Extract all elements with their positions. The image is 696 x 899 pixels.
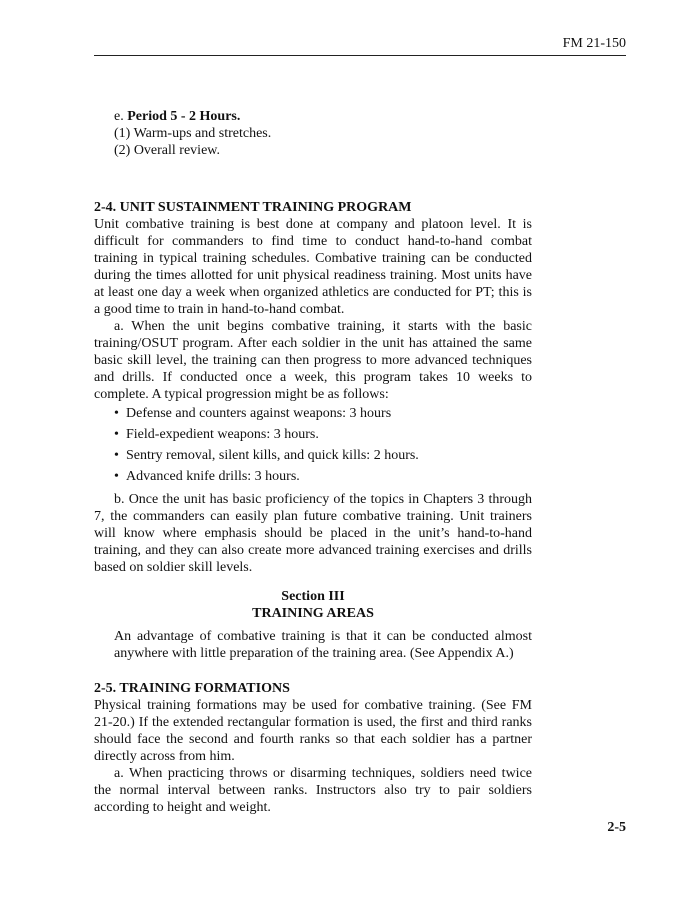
period-block — [114, 108, 532, 159]
section-iii-title: TRAINING AREAS — [252, 606, 374, 621]
section-2-4-intro: Unit combative training is best done at company and platoon level. It is difficult for commanders to find time to conduct hand-to-hand combat training in typical training schedules. Combative training can be conducted during the times allotted for unit physical readiness training. Most units have at least one day a week when organized athletics are conducted for PT; this is a good time to train in hand-to-hand combat. — [94, 217, 532, 317]
section-iii-label: Section III — [281, 589, 345, 604]
period-prefix: e. — [114, 109, 128, 124]
progression-list — [94, 405, 532, 485]
period-item-2: (2) Overall review. — [114, 143, 220, 158]
section-2-5-para-a: a. When practicing throws or disarming techniques, soldiers need twice the normal interval between ranks. Instructors also try to pair soldiers according to height and weight. — [94, 766, 532, 815]
list-item: • Defense and counters against weapons: 3 hours — [116, 405, 532, 422]
period-item-1: (1) Warm-ups and stretches. — [114, 126, 272, 141]
section-2-5-title: 2-5. TRAINING FORMATIONS — [94, 681, 290, 696]
running-header: FM 21-150 — [562, 36, 626, 51]
section-2-4-para-a: a. When the unit begins combative training, it starts with the basic training/OSUT program. After each soldier in the unit has attained the same basic skill level, the training can then progress to more advanced techniques and drills. If conducted once a week, this program takes 10 weeks to complete. A typical progression might be as follows: — [94, 319, 532, 402]
page-body — [94, 108, 532, 816]
period-label: Period 5 - 2 Hours. — [127, 109, 241, 124]
section-2-4-title: 2-4. UNIT SUSTAINMENT TRAINING PROGRAM — [94, 200, 412, 215]
section-2-4-para-b: b. Once the unit has basic proficiency of the topics in Chapters 3 through 7, the commanders can easily plan future combative training. Unit trainers will know where emphasis should be placed in the unit’s hand-to-hand training, and they can also create more advanced training exercises and drills based on soldier skill levels. — [94, 492, 532, 575]
list-item: • Field-expedient weapons: 3 hours. — [116, 426, 532, 443]
list-item: • Advanced knife drills: 3 hours. — [116, 468, 532, 485]
page-number: 2-5 — [607, 820, 626, 835]
list-item: • Sentry removal, silent kills, and quick kills: 2 hours. — [116, 447, 532, 464]
training-areas-text: An advantage of combative training is that it can be conducted almost anywhere with little preparation of the training area. (See Appendix A.) — [114, 629, 532, 661]
header-rule — [94, 55, 626, 56]
period-heading — [114, 108, 532, 125]
section-2-5-intro: Physical training formations may be used for combative training. (See FM 21-20.) If the extended rectangular formation is used, the first and third ranks should face the second and fourth ranks so that each soldier has a partner directly across from him. — [94, 698, 532, 764]
